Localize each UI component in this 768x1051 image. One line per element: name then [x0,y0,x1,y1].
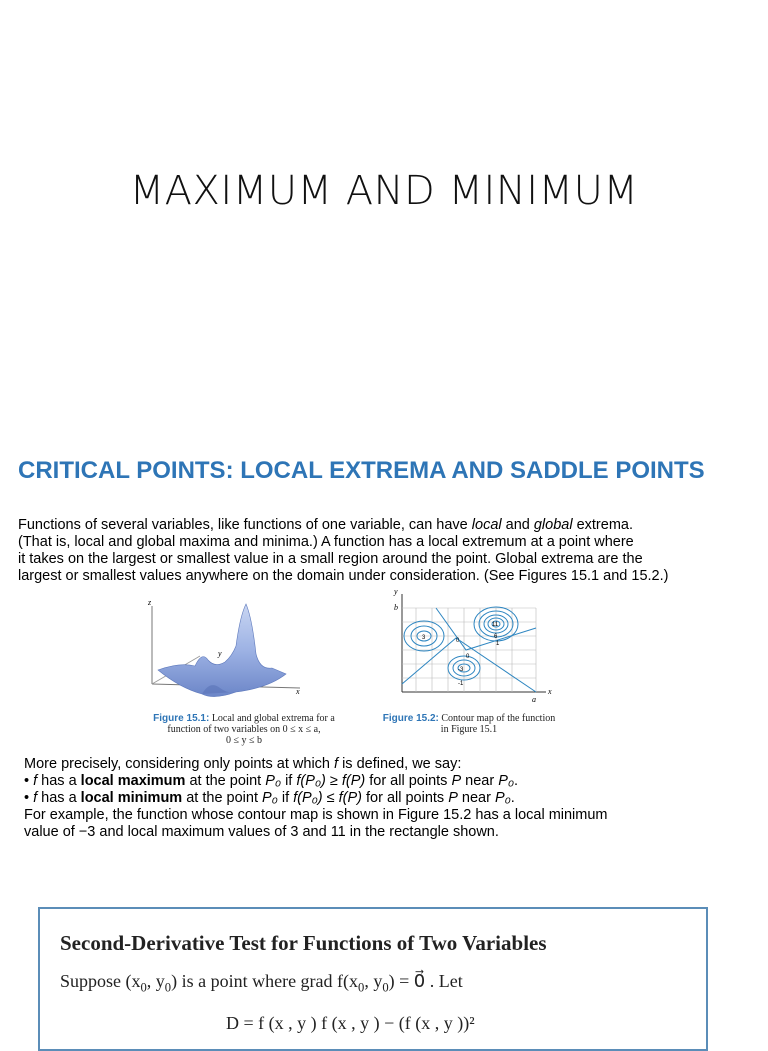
contour-label-6: 6 [494,634,498,640]
intro-line-3: it takes on the largest or smallest value in a small region around the point. Global extrema are the [18,551,643,567]
surface-mesh [158,604,286,697]
theorem-title: Second-Derivative Test for Functions of Two Variables [60,931,547,955]
z-axis-label: z [148,598,152,607]
contour-label-3: 3 [422,635,426,641]
contour-b-label: b [394,603,398,612]
y-axis-label: y [218,649,222,658]
theorem-box [38,907,708,1051]
figure-15-2-caption: Figure 15.2: Contour map of the function in Figure 15.1 [382,713,556,735]
slide-title: MAXIMUM AND MINIMUM [129,168,639,214]
contour-label-0: 0 [456,638,460,644]
intro-paragraph [18,517,668,585]
contour-label-1: 1 [496,641,500,647]
contour-label-11: 11 [492,622,499,628]
intro-line-1: Functions of several variables, like functions of one variable, can have local and global extrema. [18,517,633,533]
details-paragraph [24,756,608,841]
intro-line-2: (That is, local and global maxima and minima.) A function has a local extremum at a point where [18,534,634,550]
section-heading: CRITICAL POINTS: LOCAL EXTREMA AND SADDLE POINTS [18,457,705,484]
figure-15-2-contour-map [386,588,558,704]
intro-line-4: largest or smallest values anywhere on the domain under consideration. (See Figures 15.1 and 15.2.) [18,568,669,584]
theorem-formula: D = f (x , y ) f (x , y ) − (f (x , y ))² [226,1013,475,1033]
contour-a-label: a [532,695,536,704]
details-line-4: For example, the function whose contour map is shown in Figure 15.2 has a local minimum [24,807,608,823]
figure-15-1-surface-plot [140,596,310,702]
x-axis-label: x [296,687,300,696]
contour-label-minus-3: -3 [458,667,464,673]
figure-15-1-caption: Figure 15.1: Local and global extrema for a function of two variables on 0 ≤ x ≤ a, 0 ≤ y ≤ b [153,713,335,746]
theorem-line: Suppose ($x_0$, $y_0$) is a point where grad $f(x_0$, $y_0$) = 0⃗ . Let [60,971,463,995]
details-line-3: • f has a local minimum at the point P₀ if f(P₀) ≤ f(P) for all points P near P₀. [24,790,515,806]
details-line-2: • f has a local maximum at the point P₀ if f(P₀) ≥ f(P) for all points P near P₀. [24,773,519,789]
contour-lines [402,607,536,692]
contour-y-label: y [394,588,398,596]
contour-label-minus-1: -1 [458,681,464,687]
contour-x-label: x [548,687,552,696]
contour-label-0b: 0 [466,654,470,660]
details-line-1: More precisely, considering only points at which f is defined, we say: [24,756,462,772]
details-line-5: value of −3 and local maximum values of 3 and 11 in the rectangle shown. [24,824,499,840]
